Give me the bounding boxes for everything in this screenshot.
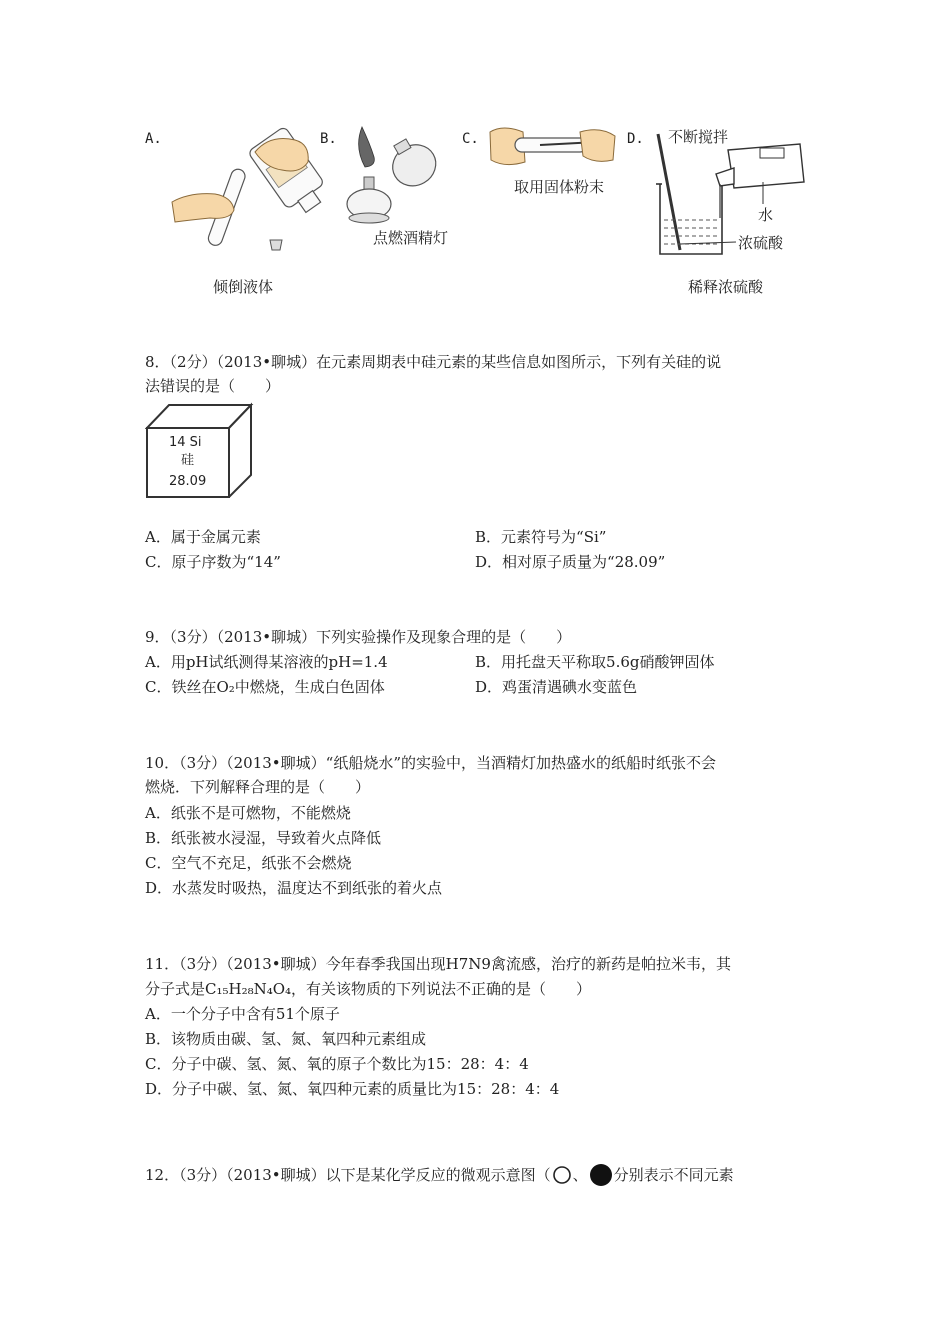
q10-stem-line2: 燃烧．下列解释合理的是（ ）: [145, 778, 371, 796]
q12-stem-part1: 12．（3分）（2013•聊城）以下是某化学反应的微观示意图（: [145, 1166, 551, 1184]
q11-option-d: D．分子中碳、氢、氮、氧四种元素的质量比为15：28：4：4: [145, 1080, 560, 1098]
q9-stem: 9．（3分）（2013•聊城）下列实验操作及现象合理的是（ ）: [145, 628, 572, 646]
black-atom-icon: [589, 1163, 613, 1187]
q8-stem-line1: 8．（2分）（2013•聊城）在元素周期表中硅元素的某些信息如图所示，下列有关硅的说: [145, 353, 722, 371]
q10-option-b: B．纸张被水浸湿，导致着火点降低: [145, 829, 382, 847]
lighting-alcohol-lamp-illustration: [340, 122, 450, 232]
q11-stem-line2: 分子式是C₁₅H₂₈N₄O₄，有关该物质的下列说法不正确的是（ ）: [145, 980, 592, 998]
q9-option-d: D．鸡蛋清遇碘水变蓝色: [475, 678, 638, 696]
option-b-letter: B.: [320, 131, 337, 147]
option-c-letter: C.: [462, 131, 479, 147]
q8-stem-line2: 法错误的是（ ）: [145, 377, 281, 395]
card-name: 硅: [181, 453, 195, 468]
label-acid: 浓硫酸: [738, 234, 784, 252]
q8-option-d: D．相对原子质量为“28.09”: [475, 553, 666, 571]
taking-solid-powder-illustration: [485, 122, 620, 172]
q11-option-c: C．分子中碳、氢、氮、氧的原子个数比为15：28：4：4: [145, 1055, 529, 1073]
q11-option-a: A．一个分子中含有51个原子: [145, 1005, 340, 1023]
q9-option-c: C．铁丝在O₂中燃烧，生成白色固体: [145, 678, 385, 696]
card-number-symbol: 14 Si: [169, 435, 202, 450]
diluting-sulfuric-acid-illustration: [650, 122, 810, 262]
q10-option-a: A．纸张不是可燃物，不能燃烧: [145, 804, 351, 822]
label-water: 水: [758, 206, 774, 224]
q12-stem: [145, 1163, 734, 1187]
option-d-letter: D.: [627, 131, 644, 147]
white-atom-icon: [552, 1165, 572, 1185]
pouring-liquid-illustration: [170, 122, 340, 257]
q10-option-d: D．水蒸发时吸热，温度达不到纸张的着火点: [145, 879, 443, 897]
option-a-letter: A.: [145, 131, 162, 147]
option-c-caption: 取用固体粉末: [514, 178, 605, 196]
label-stir: 不断搅拌: [668, 128, 729, 146]
q11-option-b: B．该物质由碳、氢、氮、氧四种元素组成: [145, 1030, 427, 1048]
option-b-caption: 点燃酒精灯: [373, 229, 449, 247]
q8-option-b: B．元素符号为“Si”: [475, 528, 607, 546]
q11-stem-line1: 11．（3分）（2013•聊城）今年春季我国出现H7N9禽流感，治疗的新药是帕拉米韦，其: [145, 955, 731, 973]
silicon-element-card: [145, 402, 255, 498]
q12-stem-part2: 分别表示不同元素: [613, 1166, 734, 1184]
q9-option-b: B．用托盘天平称取5.6g硝酸钾固体: [475, 653, 715, 671]
option-a-caption: 倾倒液体: [213, 278, 274, 296]
q8-option-c: C．原子序数为“14”: [145, 553, 281, 571]
q10-option-c: C．空气不充足，纸张不会燃烧: [145, 854, 352, 872]
card-mass: 28.09: [169, 474, 207, 489]
q10-stem-line1: 10．（3分）（2013•聊城）“纸船烧水”的实验中，当酒精灯加热盛水的纸船时纸张不会: [145, 754, 716, 772]
option-d-caption: 稀释浓硫酸: [688, 278, 764, 296]
q12-stem-sep: 、: [572, 1166, 588, 1184]
q8-option-a: A．属于金属元素: [145, 528, 261, 546]
q9-option-a: A．用pH试纸测得某溶液的pH=1.4: [145, 653, 388, 671]
